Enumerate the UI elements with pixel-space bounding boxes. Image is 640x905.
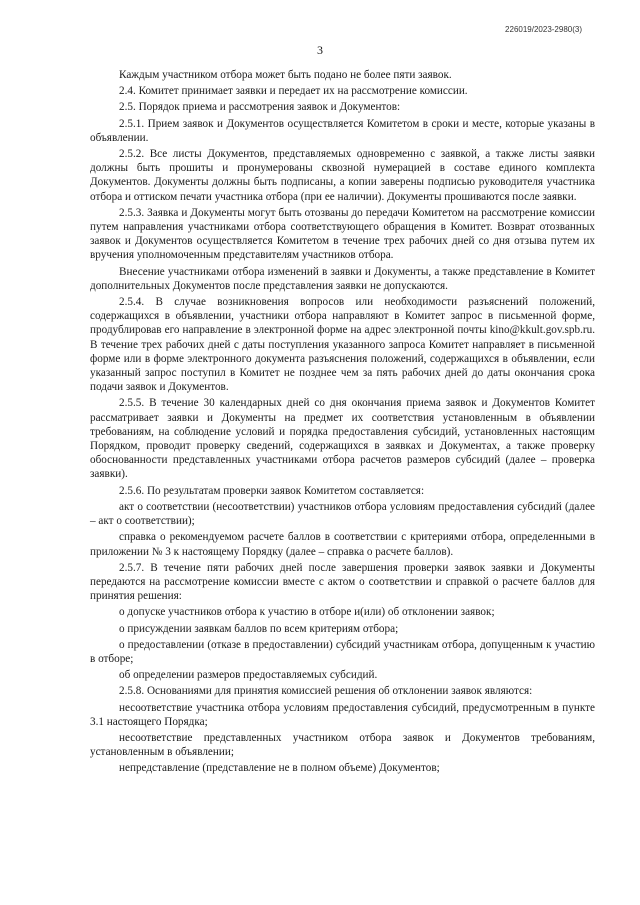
document-registration-number: 226019/2023-2980(3): [505, 25, 582, 34]
paragraph: несоответствие представленных участником отбора заявок и Документов требованиям, установленным в объявлении;: [90, 731, 595, 759]
paragraph: 2.5.3. Заявка и Документы могут быть отозваны до передачи Комитетом на рассмотрение комиссии путем направления участниками отбора соответствующего обращения в Комитет. Возврат отозванных заявок и Документов осуществляется Комитетом в течение трех рабочих дней со дня отзыва путем их вручения уполномоченным представителям участников отбора.: [90, 206, 595, 262]
paragraph: 2.5.8. Основаниями для принятия комиссией решения об отклонении заявок являются:: [119, 685, 533, 698]
paragraph: Внесение участниками отбора изменений в заявки и Документы, а также представление в Комитет дополнительных Документов после представления заявки не допускаются.: [90, 265, 595, 292]
paragraph: справка о рекомендуемом расчете баллов в соответствии с критериями отбора, определенными в приложении № 3 к настоящему Порядку (далее – справка о расчете баллов).: [90, 531, 595, 558]
paragraph: о предоставлении (отказе в предоставлении) субсидий участникам отбора, допущенным к участию в отборе;: [90, 638, 595, 665]
paragraph: 2.5.5. В течение 30 календарных дней со дня окончания приема заявок и Документов Комитет рассматривает заявки и Документы на предмет их соответствия установленным в объявлении требованиям, на соблюдение условий и порядка предоставления субсидий, установленных настоящим Порядком, проводит проверку сведений, содержащихся в заявках и Документах, а также проверку обоснованности представленных участниками отбора расчетов размеров субсидий (далее – проверка заявки).: [90, 397, 595, 481]
page-number: 3: [317, 43, 323, 57]
paragraph: о допуске участников отбора к участию в отборе и(или) об отклонении заявок;: [119, 606, 495, 619]
paragraph: 2.5. Порядок приема и рассмотрения заявок и Документов:: [119, 101, 401, 114]
paragraph: 2.5.7. В течение пяти рабочих дней после завершения проверки заявок заявки и Документы передаются на рассмотрение комиссии вместе с актом о соответствии и справкой о расчете баллов для принятия решения:: [90, 561, 595, 603]
paragraph: об определении размеров предоставляемых субсидий.: [119, 669, 378, 682]
paragraph: непредставление (представление не в полном объеме) Документов;: [119, 762, 440, 775]
paragraph: 2.5.4. В случае возникновения вопросов или необходимости разъяснений положений, содержащихся в объявлении, участники отбора направляют в Комитет запрос в письменной форме, продублировав его направление в электронной форме на адрес электронной почты kino@kkult.gov.spb.ru. В течение трех рабочих дней с даты поступления указанного запроса Комитет направляет в письменной форме или в форме электронного документа разъяснения положений, содержащихся в объявлении, если указанный запрос поступил в Комитет не позднее чем за пять рабочих дней до даты окончания срока подачи заявок и Документов.: [90, 296, 595, 394]
document-body: [90, 68, 595, 778]
paragraph: о присуждении заявкам баллов по всем критериям отбора;: [119, 622, 399, 635]
paragraph: 2.5.6. По результатам проверки заявок Комитетом составляется:: [119, 484, 425, 497]
paragraph: 2.5.1. Прием заявок и Документов осуществляется Комитетом в сроки и месте, которые указаны в объявлении.: [90, 117, 595, 144]
paragraph: несоответствие участника отбора условиям предоставления субсидий, предусмотренным в пункте 3.1 настоящего Порядка;: [90, 701, 595, 728]
paragraph: 2.5.2. Все листы Документов, представляемых одновременно с заявкой, а также листы заявки должны быть прошиты и пронумерованы сквозной нумерацией в составе единого комплекта Документов. Документы должны быть подписаны, а копии заверены подписью руководителя участника отбора и оттиском печати участника отбора (при ее наличии). Документы прошиваются после заявки.: [90, 148, 595, 203]
paragraph: 2.4. Комитет принимает заявки и передает их на рассмотрение комиссии.: [119, 85, 468, 98]
paragraph: Каждым участником отбора может быть подано не более пяти заявок.: [119, 69, 452, 81]
paragraph: акт о соответствии (несоответствии) участников отбора условиям предоставления субсидий (далее – акт о соответствии);: [90, 500, 595, 528]
